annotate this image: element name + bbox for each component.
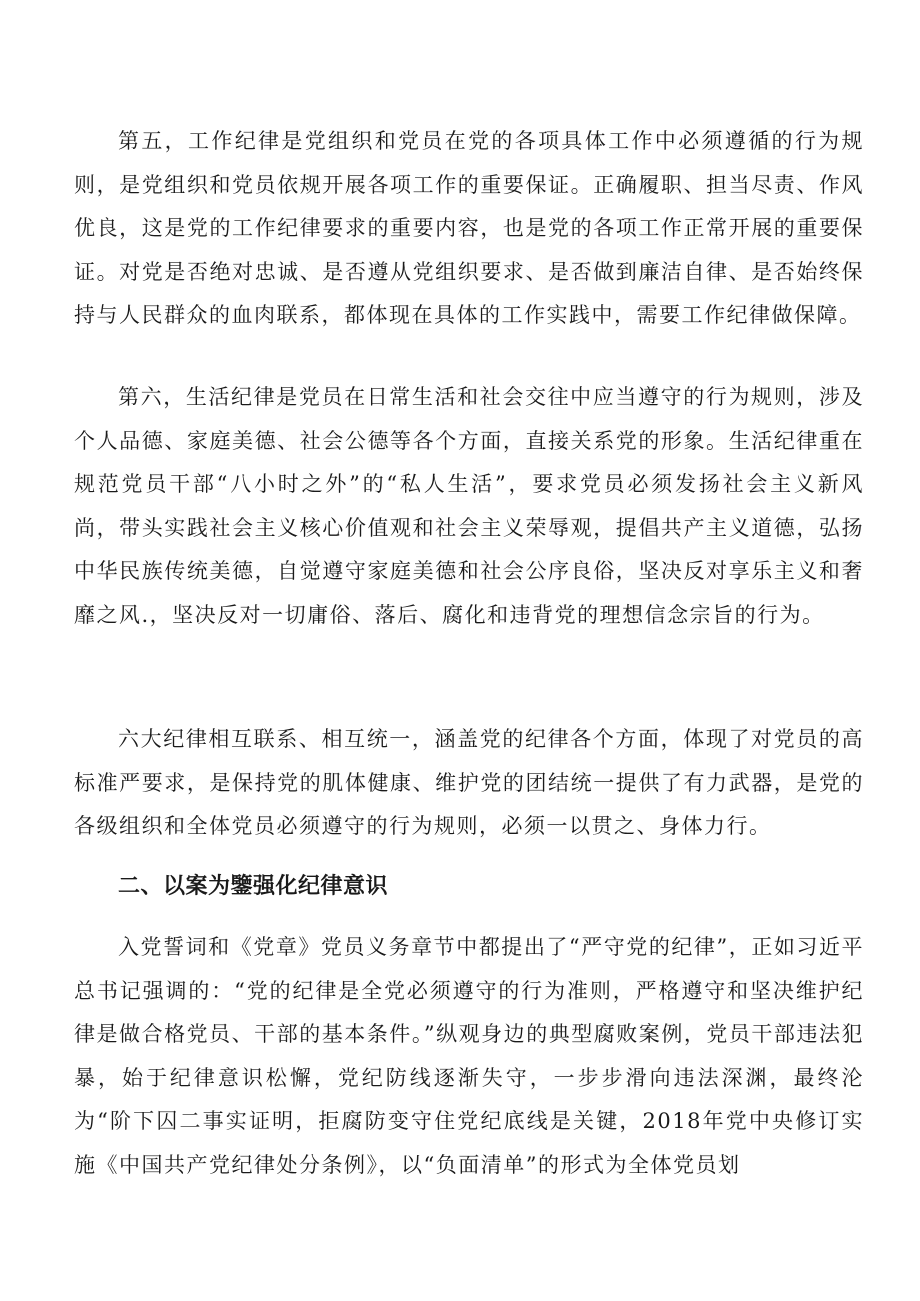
paragraph-oath-and-charter: 入党誓词和《党章》党员义务章节中都提出了“严守党的纪律”，正如习近平总书记强调的：“党的纪律是全党必须遵守的行为准则，严格遵守和坚决维护纪律是做合格党员、干部的基本条件。”纵观身边的典型腐败案例，党员干部违法犯暴，始于纪律意识松懈，党纪防线逐渐失守，一步步滑向违法深渊，最终沦为“阶下囚二事实证明，拒腐防变守住党纪底线是关键，2018年党中央修订实施《中国共产党纪律处分条例》，以“负面清单”的形式为全体党员划 [74,935,864,1177]
paragraph-six-disciplines-summary: 六大纪律相互联系、相互统一，涵盖党的纪律各个方面，体现了对党员的高标准严要求，是保持党的肌体健康、维护党的团结统一提供了有力武器，是党的各级组织和全体党员必须遵守的行为规则，必须一以贯之、身体力行。 [74,727,864,838]
paragraph-life-discipline: 第六，生活纪律是党员在日常生活和社会交往中应当遵守的行为规则，涉及个人品德、家庭美德、社会公德等各个方面，直接关系党的形象。生活纪律重在规范党员干部“八小时之外”的“私人生活”，要求党员必须发扬社会主义新风尚，带头实践社会主义核心价值观和社会主义荣辱观，提倡共产主义道德，弘扬中华民族传统美德，自觉遵守家庭美德和社会公序良俗，坚决反对享乐主义和奢靡之风.，坚决反对一切庸俗、落后、腐化和违背党的理想信念宗旨的行为。 [74,385,864,627]
section-heading: 二、以案为鑒强化纪律意识 [118,874,389,899]
paragraph-work-discipline: 第五，工作纪律是党组织和党员在党的各项具体工作中必须遵循的行为规则，是党组织和党员依规开展各项工作的重要保证。正确履职、担当尽责、作风优良，这是党的工作纪律要求的重要内容，也是党的各项工作正常开展的重要保证。对党是否绝对忠诚、是否遵从党组织要求、是否做到廉洁自律、是否始终保持与人民群众的血肉联系，都体现在具体的工作实践中，需要工作纪律做保障。 [74,129,864,327]
